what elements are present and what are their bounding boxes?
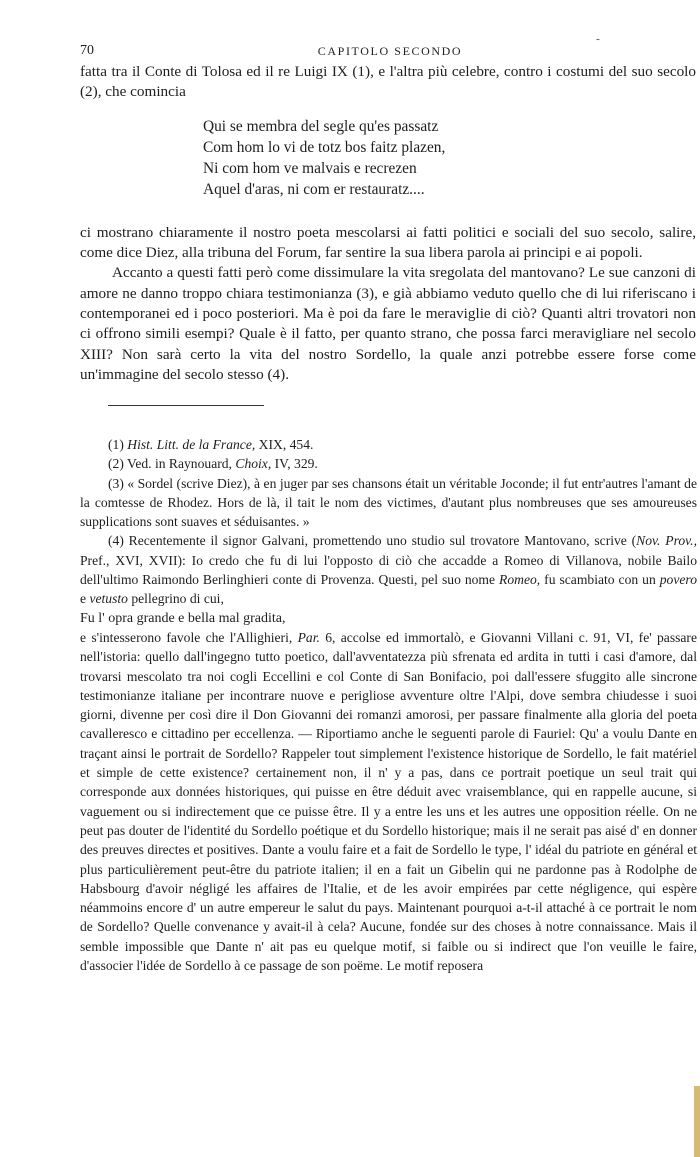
running-title: CAPITOLO SECONDO <box>317 44 463 58</box>
verse-line: Qui se membra del segle qu'es passatz <box>203 117 439 135</box>
page-number: 70 <box>80 43 94 58</box>
main-text <box>80 62 696 385</box>
footnote-quote: Fu l' opra grande e bella mal gradita, <box>80 610 286 626</box>
verse-line: Aquel d'aras, ni com er restauratz.... <box>203 181 425 199</box>
footnote-4-continuation: e s'intesserono favole che l'Allighieri, Par. 6, accolse ed immortalò, e Giovanni Villani c. 91, VI, fe' passare nell'istoria: quello dall'ingegno tutto poetico, dall'avventatezza più sfrenata ed ardita in tutti i casi d'amore, dal trovarsi mescolato tra noi cogli Eccellini e col Conte di San Bonifacio, poi dall'essere sfuggito alle sincrone testimonianze italiane per incontrare nuove e perigliose avventure oltre l'Alpi, dove sembra chiudesse i suoi giorni, divenne per così dire il Don Giovanni dei romanzi amorosi, per passare finalmente alla gloria del poeta cavalleresco e cittadino per eccellenza. — Riportiamo anche le seguenti parole di Fauriel: Qu' a voulu Dante en traçant ainsi le portrait de Sordello? Rappeler tout simplement l'existence historique de Sordello, le fait matériel et simple de cette existence? certainement non, il n' y a pas, dans ce portrait poetique un seul trait qui corresponde aux données historiques, qui puisse en être déduit avec vraisemblance, qui en rappelle aucune, si vaguement ou si indirectement que ce puisse être. Il y a entre les uns et les autres une opposition réelle. On ne peut pas douter de l'identité du Sordello poétique et du Sordello historique; mais il ne serait pas aisé d' en donner des preuves directes et positives. Dante a voulu faire et a fait de Sordello le type, l' idéal du patriote en général et plus particulièrement peut-être du patriote italien; il en a fait un Gibelin qui ne pardonne pas à Rodolphe de Habsbourg d'avoir négligé les affaires de l'Italie, et de les avoir empirées par cette négligence, qui espère néammoins encore d' un autre empereur le salut du pays. Maintenant pourquoi a-t-il attaché à ce portrait le nom de Sordello? Quelle convenance y avait-il à cela? Aucune, fondée sur des choses à notre connaissance. Mais il semble impossible que Dante n' ait pas eu quelque motif, si faible ou si indirect que l'on veuille le faire, d'associer l'idée de Sordello à ce passage de son poëme. Le motif reposera <box>80 629 697 974</box>
verse-quote <box>203 116 696 201</box>
footnote-separator <box>108 405 264 406</box>
page-edge-stain <box>694 1086 700 1157</box>
paragraph-3: Accanto a questi fatti però come dissimulare la vita sregolata del mantovano? Le sue canzoni di amore ne danno troppo chiara testimonianza (3), e già abbiamo veduto quello che di lui riferiscano i contemporanei ed i poco posteriori. Ma è poi da fare le meraviglie di ciò? Quanti altri trovatori non ci offrono simili esempi? Quale è il fatto, per quanto strano, che possa farci meravigliare nel secolo XIII? Non sarà certo la vita del nostro Sordello, la quale anzi potrebbe essere forse come un'immagine del secolo stesso (4). <box>80 264 696 383</box>
footnote-3: (3) « Sordel (scrive Diez), à en juger par ses chansons était un véritable Joconde; il fut entr'autres l'amant de la comtesse de Rhodez. Hors de là, il tait le nom des victimes, d'autant plus nombreuses que ses amoureuses supplications sont suaves et séduisantes. » <box>80 475 697 530</box>
footnote-1: (1) Hist. Litt. de la France, XIX, 454. <box>108 437 314 452</box>
footnote-4: (4) Recentemente il signor Galvani, promettendo uno studio sul trovatore Mantovano, scrive (Nov. Prov., Pref., XVI, XVII): Io credo che fu di lui l'opposto di ciò che accadde a Romeo di Villanova, nobile Bailo dell'ultimo Raimondo Berlinghieri conte di Provenza. Questi, pel suo nome Romeo, fu scambiato con un povero e vetusto pellegrino di cui, <box>80 533 697 607</box>
footnotes <box>80 435 697 975</box>
page-header <box>80 43 700 61</box>
print-mark: ˜ <box>596 37 600 49</box>
paragraph-1: fatta tra il Conte di Tolosa ed il re Luigi IX (1), e l'altra più celebre, contro i costumi del suo secolo (2), che comincia <box>80 63 696 101</box>
verse-line: Ni com hom ve malvais e recrezen <box>203 160 417 178</box>
footnote-2: (2) Ved. in Raynouard, Choix, IV, 329. <box>108 456 318 472</box>
verse-line: Com hom lo vi de totz bos faitz plazen, <box>203 138 446 156</box>
paragraph-2: ci mostrano chiaramente il nostro poeta mescolarsi ai fatti politici e sociali del suo secolo, salire, come dice Diez, alla tribuna del Forum, far sentire la sua libera parola ai principi e ai popoli. <box>80 223 696 262</box>
